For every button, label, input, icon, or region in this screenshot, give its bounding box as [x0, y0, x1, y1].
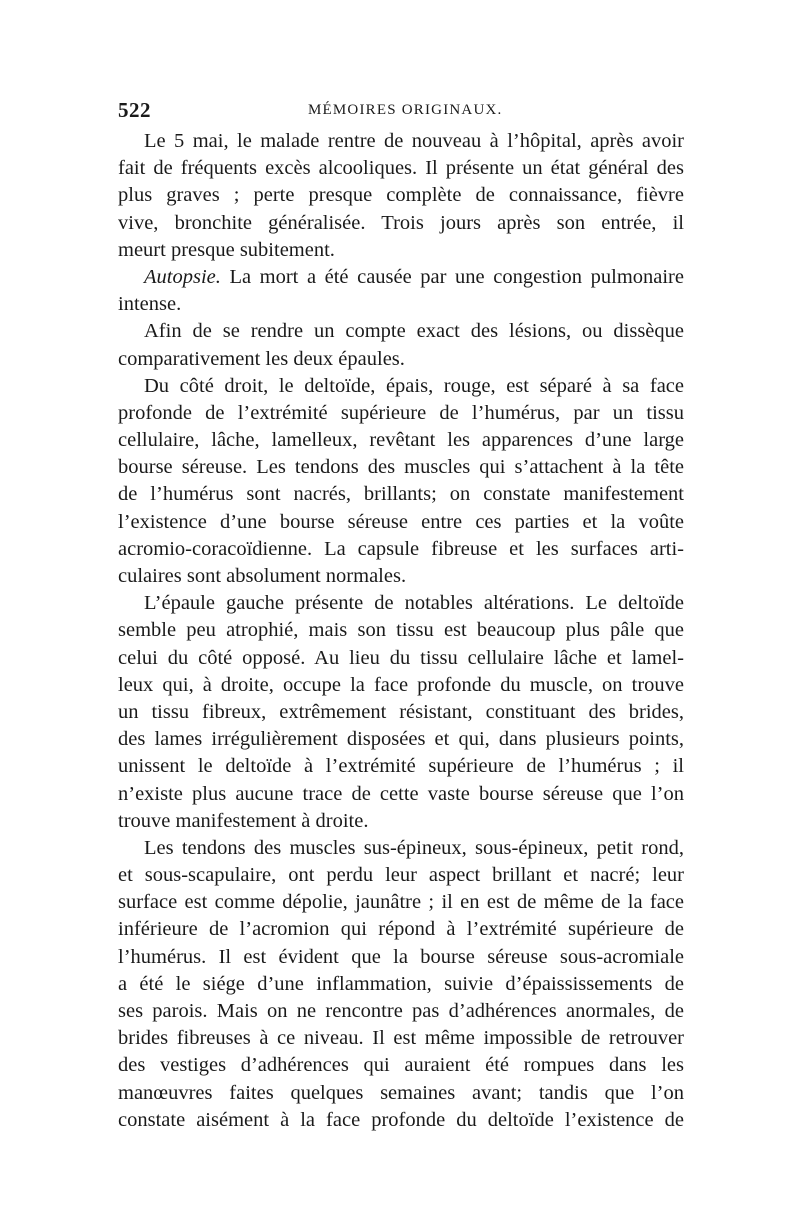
- text-line: semble peu atrophié, mais son tissu est beaucoup plus pâle que: [118, 619, 684, 642]
- text-line: des vestiges d’adhérences qui auraient été rompues dans les: [118, 1054, 684, 1077]
- paragraph-dissection: [118, 318, 684, 372]
- paragraph-tendons: [118, 835, 684, 1134]
- text-line: Afin de se rendre un compte exact des lésions, ou dissèque: [144, 320, 684, 343]
- text-line: trouve manifestement à droite.: [118, 809, 369, 832]
- text-line: unissent le deltoïde à l’extrémité supérieure de l’humérus ; il: [118, 755, 684, 778]
- text-line: L’épaule gauche présente de notables altérations. Le deltoïde: [144, 592, 684, 615]
- text-line: surface est comme dépolie, jaunâtre ; il en est de même de la face: [118, 891, 684, 914]
- text-line: intense.: [118, 293, 182, 316]
- text-line: celui du côté opposé. Au lieu du tissu cellulaire lâche et lamel-: [118, 646, 684, 669]
- text-line: Le 5 mai, le malade rentre de nouveau à l’hôpital, après avoir: [144, 130, 684, 152]
- text-line: et sous-scapulaire, ont perdu leur aspect brillant et nacré; leur: [118, 864, 684, 887]
- text-line: culaires sont absolument normales.: [118, 565, 407, 587]
- text-line: constate aisément à la face profonde du deltoïde l’existence de: [118, 1108, 684, 1131]
- text-line: profonde de l’extrémité supérieure de l’humérus, par un tissu: [118, 401, 684, 424]
- text-line: plus graves ; perte presque complète de connaissance, fièvre: [118, 184, 684, 207]
- text-line: l’humérus. Il est évident que la bourse séreuse sous-acromiale: [118, 945, 684, 968]
- body-text: [118, 128, 684, 1134]
- text-line: cellulaire, lâche, lamelleux, revêtant les apparences d’une large: [118, 429, 684, 452]
- text-line: a été le siége d’une inflammation, suivie d’épaississements de: [118, 972, 684, 995]
- running-head: [118, 98, 684, 124]
- text-line: des lames irrégulièrement disposées et qui, dans plusieurs points,: [118, 728, 684, 751]
- text-line: bourse séreuse. Les tendons des muscles qui s’attachent à la tête: [118, 456, 684, 479]
- text-fragment: La mort a été causée par une congestion pulmonaire: [220, 265, 684, 288]
- text-line: ses parois. Mais on ne rencontre pas d’adhérences anormales, de: [118, 1000, 684, 1022]
- text-line: comparativement les deux épaules.: [118, 347, 405, 370]
- text-line: un tissu fibreux, extrêmement résistant, constituant des brides,: [118, 700, 684, 723]
- text-line: brides fibreuses à ce niveau. Il est même impossible de retrouver: [118, 1027, 684, 1050]
- text-line: l’existence d’une bourse séreuse entre ces parties et la voûte: [118, 510, 684, 533]
- text-line: fait de fréquents excès alcooliques. Il présente un état général des: [118, 157, 684, 180]
- paragraph-readmission: [118, 128, 684, 264]
- paragraph-autopsy: [118, 264, 684, 318]
- text-line: manœuvres faites quelques semaines avant; tandis que l’on: [118, 1081, 684, 1104]
- text-line: inférieure de l’acromion qui répond à l’extrémité supérieure de: [118, 918, 684, 941]
- page-number: 522: [118, 98, 151, 122]
- text-line: vive, bronchite généralisée. Trois jours après son entrée, il: [118, 211, 684, 234]
- text-line: [118, 264, 684, 291]
- text-line: acromio-coracoïdienne. La capsule fibreuse et les surfaces arti-: [118, 537, 684, 560]
- paragraph-left-shoulder: [118, 590, 684, 835]
- text-line: de l’humérus sont nacrés, brillants; on constate manifestement: [118, 483, 684, 506]
- paragraph-right-side: [118, 373, 684, 591]
- text-line: Les tendons des muscles sus-épineux, sous-épineux, petit rond,: [144, 836, 684, 859]
- text-line: leux qui, à droite, occupe la face profonde du muscle, on trouve: [118, 673, 684, 696]
- text-line: n’existe plus aucune trace de cette vaste bourse séreuse que l’on: [118, 782, 684, 805]
- autopsy-heading: Autopsie.: [144, 265, 221, 288]
- running-title: MÉMOIRES ORIGINAUX.: [308, 102, 503, 118]
- text-line: Du côté droit, le deltoïde, épais, rouge, est séparé à sa face: [144, 374, 684, 397]
- text-line: meurt presque subitement.: [118, 238, 335, 261]
